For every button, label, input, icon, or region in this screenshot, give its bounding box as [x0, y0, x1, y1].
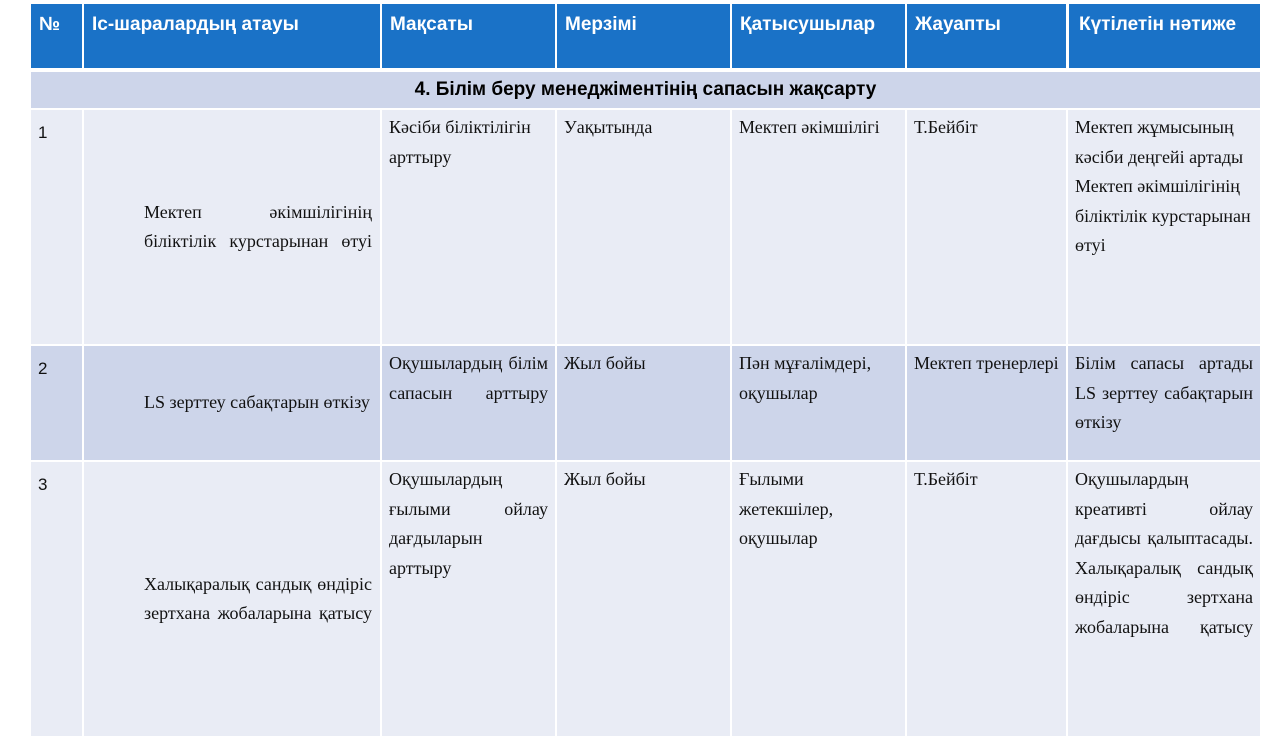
- header-goal: Мақсаты: [382, 4, 557, 70]
- header-participants: Қатысушылар: [732, 4, 907, 70]
- plan-table: [31, 4, 1260, 738]
- row-event-name: [84, 346, 382, 462]
- event-name-text: Мектеп әкімшілігінің біліктілік курстарынан өтуі: [144, 201, 372, 251]
- row-deadline: Жыл бойы: [557, 346, 732, 462]
- event-name-text: LS зерттеу сабақтарын өткізу: [144, 392, 370, 413]
- row-expected-result: Білім сапасы артады LS зерттеу сабақтарын өткізу: [1068, 346, 1260, 462]
- header-event-name: Іс-шаралардың атауы: [84, 4, 382, 70]
- section-title: 4. Білім беру менеджіментінің сапасын жақсарту: [31, 70, 1260, 110]
- table-row: [31, 462, 1260, 738]
- row-responsible: Т.Бейбіт: [907, 110, 1068, 346]
- row-goal: Оқушылардың білім сапасын арттыру: [382, 346, 557, 462]
- row-participants: Мектеп әкімшілігі: [732, 110, 907, 346]
- row-expected-result: Мектеп жұмысының кәсіби деңгейі артады Мектеп әкімшілігінің біліктілік курстарынан өтуі: [1068, 110, 1260, 346]
- row-event-name: [84, 110, 382, 346]
- row-deadline: Уақытында: [557, 110, 732, 346]
- row-number: 1: [31, 110, 84, 346]
- row-participants: Ғылыми жетекшілер, оқушылар: [732, 462, 907, 738]
- table-header: [31, 4, 1260, 70]
- header-number: №: [31, 4, 84, 70]
- row-participants: Пән мұғалімдері, оқушылар: [732, 346, 907, 462]
- header-deadline: Мерзімі: [557, 4, 732, 70]
- row-goal: Оқушылардың ғылыми ойлау дағдыларын арттыру: [382, 462, 557, 738]
- row-deadline: Жыл бойы: [557, 462, 732, 738]
- row-goal: Кәсіби біліктілігін арттыру: [382, 110, 557, 346]
- row-number: 3: [31, 462, 84, 738]
- header-responsible: Жауапты: [907, 4, 1068, 70]
- table-row: [31, 346, 1260, 462]
- header-expected-result: Күтілетін нәтиже: [1068, 4, 1260, 70]
- row-expected-result: Оқушылардың креативті ойлау дағдысы қалыптасады. Халықаралық сандық өндіріс зертхана жобаларына қатысу: [1068, 462, 1260, 738]
- table-row: [31, 110, 1260, 346]
- row-responsible: Мектеп тренерлері: [907, 346, 1068, 462]
- row-responsible: Т.Бейбіт: [907, 462, 1068, 738]
- row-event-name: [84, 462, 382, 738]
- event-name-text: Халықаралық сандық өндіріс зертхана жобаларына қатысу: [144, 573, 372, 623]
- row-number: 2: [31, 346, 84, 462]
